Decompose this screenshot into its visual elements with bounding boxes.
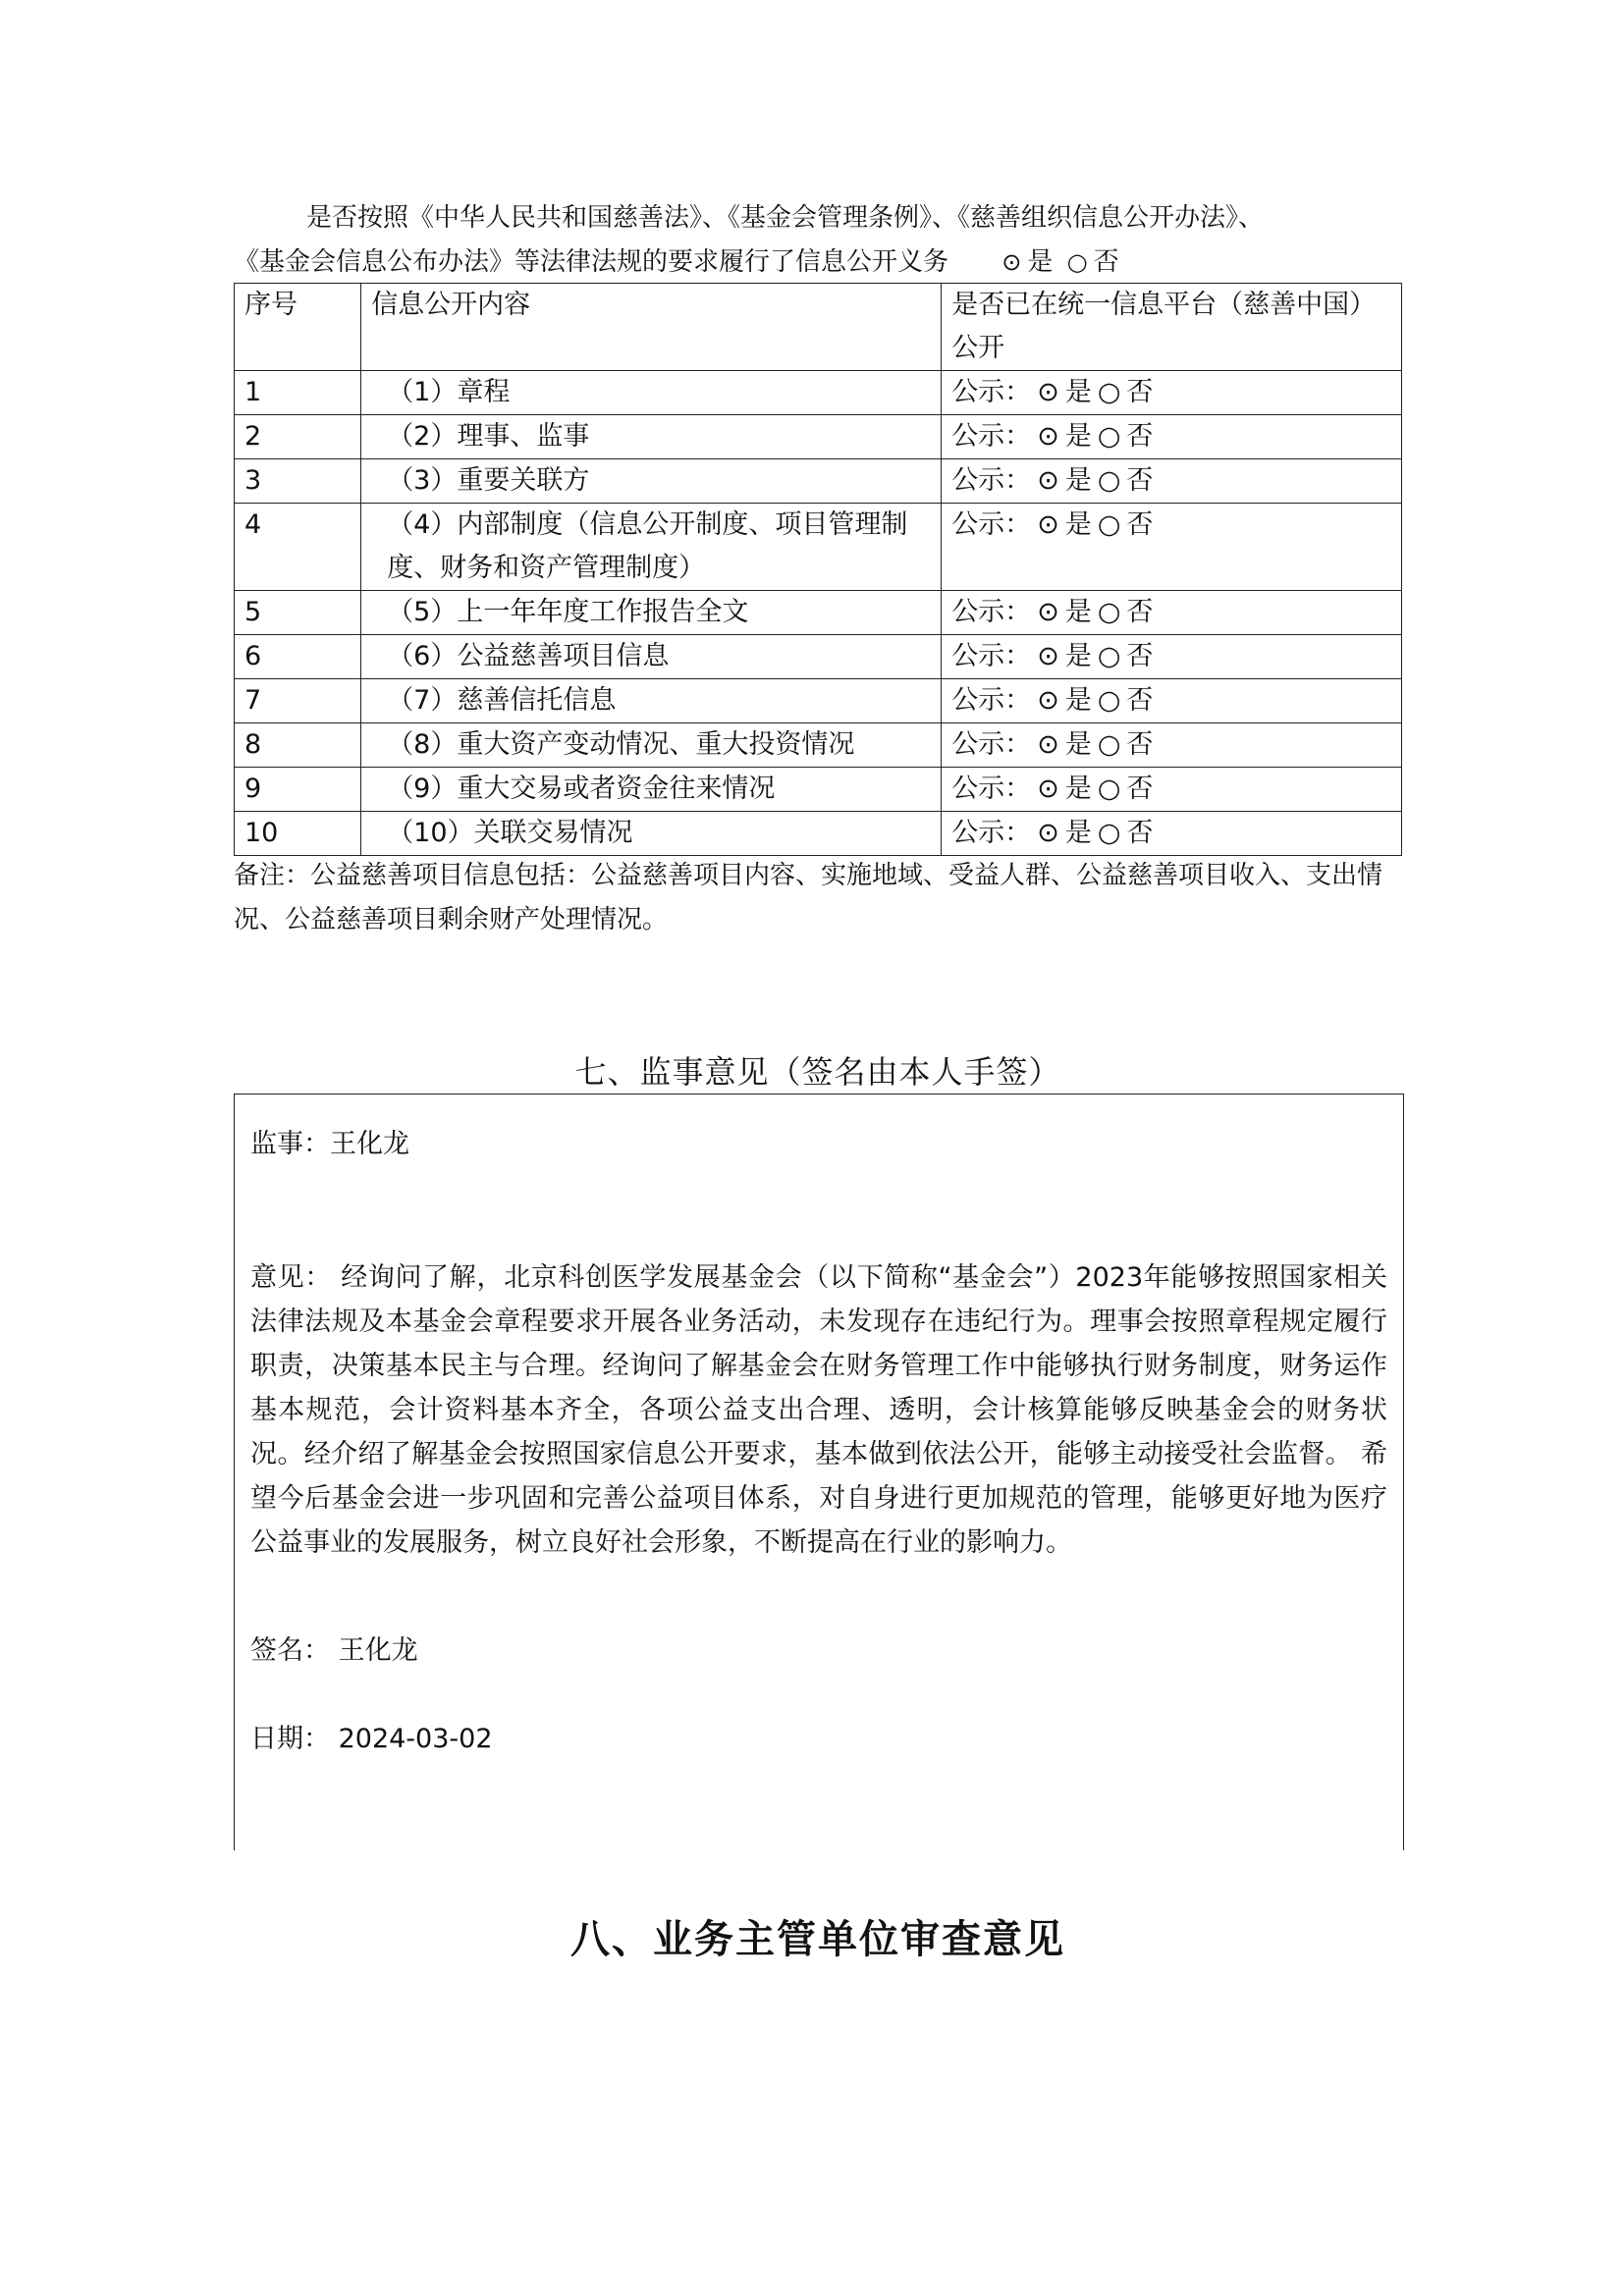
supervisor-opinion-text: 意见： 经询问了解，北京科创医学发展基金会（以下简称“基金会”）2023年能够按照国家相关法律法规及本基金会章程要求开展各业务活动，未发现存在违纪行为。理事会按照章程规定履行职责，决策基本民主与合理。经询问了解基金会在财务管理工作中能够执行财务制度，财务运作基本规范，会计资料基本齐全，各项公益支出合理、透明，会计核算能够反映基金会的财务状况。经介绍了解基金会按照国家信息公开要求，基本做到依法公开，能够主动接受社会监督。 希望今后基金会进一步巩固和完善公益项目体系，对自身进行更加规范的管理，能够更好地为医疗公益事业的发展服务，树立良好社会形象，不断提高在行业的影响力。 [250, 1262, 1387, 1558]
no-label: 否 [1126, 641, 1154, 671]
yes-label: 是 [1064, 818, 1092, 848]
publish-label: 公示： [951, 377, 1032, 407]
section-8-title: 八、业务主管单位审查意见 [570, 1917, 1065, 1962]
publish-label: 公示： [951, 465, 1032, 496]
yes-label: 是 [1064, 774, 1092, 804]
selected-radio-icon: ⊙ [1037, 818, 1059, 848]
table-row [235, 459, 1402, 504]
intro-line-2-text: 《基金会信息公布办法》等法律法规的要求履行了信息公开义务 [234, 247, 949, 277]
row-content: （10）关联交易情况 [361, 812, 942, 856]
no-label: 否 [1126, 685, 1154, 716]
yes-label: 是 [1064, 465, 1092, 496]
yes-label: 是 [1064, 641, 1092, 671]
table-header-row [235, 284, 1402, 371]
yes-label: 是 [1027, 247, 1054, 277]
table-row [235, 812, 1402, 856]
row-number: 10 [235, 812, 361, 856]
table-row [235, 371, 1402, 415]
no-label: 否 [1126, 597, 1154, 627]
row-content: （4）内部制度（信息公开制度、项目管理制度、财务和资产管理制度） [361, 504, 942, 591]
row-publish-status [942, 768, 1402, 812]
selected-radio-icon: ⊙ [1037, 465, 1059, 496]
selected-radio-icon: ⊙ [1037, 641, 1059, 671]
no-label: 否 [1126, 729, 1154, 760]
table-row [235, 768, 1402, 812]
no-label: 否 [1126, 509, 1154, 540]
row-number: 2 [235, 415, 361, 459]
row-content: （3）重要关联方 [361, 459, 942, 504]
table-body [235, 371, 1402, 856]
row-publish-status [942, 459, 1402, 504]
unselected-radio-icon: ○ [1097, 685, 1121, 716]
yes-label: 是 [1064, 685, 1092, 716]
selected-radio-icon: ⊙ [1037, 729, 1059, 760]
intro-radio-group [996, 240, 1118, 285]
no-label: 否 [1126, 818, 1154, 848]
row-publish-status [942, 723, 1402, 768]
table-row [235, 591, 1402, 635]
header-published: 是否已在统一信息平台（慈善中国）公开 [942, 284, 1402, 371]
disclosure-table [234, 283, 1402, 856]
publish-label: 公示： [951, 774, 1032, 804]
row-content: （5）上一年年度工作报告全文 [361, 591, 942, 635]
publish-label: 公示： [951, 685, 1032, 716]
unselected-radio-icon: ○ [1097, 774, 1121, 804]
row-number: 9 [235, 768, 361, 812]
intro-line-1: 是否按照《中华人民共和国慈善法》、《基金会管理条例》、《慈善组织信息公开办法》、 [306, 203, 1265, 233]
no-label: 否 [1093, 247, 1119, 277]
no-label: 否 [1126, 377, 1154, 407]
intro-line-2 [234, 240, 1402, 285]
row-publish-status [942, 812, 1402, 856]
publish-label: 公示： [951, 729, 1032, 760]
row-content: （8）重大资产变动情况、重大投资情况 [361, 723, 942, 768]
row-number: 3 [235, 459, 361, 504]
row-publish-status [942, 371, 1402, 415]
date-line: 日期： 2024-03-02 [250, 1724, 493, 1754]
unselected-radio-icon: ○ [1097, 729, 1121, 760]
table-note: 备注：公益慈善项目信息包括：公益慈善项目内容、实施地域、受益人群、公益慈善项目收入、支出情况、公益慈善项目剩余财产处理情况。 [234, 861, 1383, 934]
row-publish-status [942, 415, 1402, 459]
signature-line: 签名： 王化龙 [250, 1635, 418, 1666]
no-label: 否 [1126, 774, 1154, 804]
row-publish-status [942, 591, 1402, 635]
row-content: （2）理事、监事 [361, 415, 942, 459]
yes-label: 是 [1064, 729, 1092, 760]
publish-label: 公示： [951, 818, 1032, 848]
selected-radio-icon: ⊙ [1037, 685, 1059, 716]
yes-label: 是 [1064, 421, 1092, 452]
row-content: （7）慈善信托信息 [361, 679, 942, 723]
table-row [235, 679, 1402, 723]
supervisor-opinion-box [234, 1094, 1404, 1850]
publish-label: 公示： [951, 421, 1032, 452]
table-row [235, 504, 1402, 591]
unselected-radio-icon: ○ [1097, 509, 1121, 540]
unselected-radio-icon: ○ [1097, 377, 1121, 407]
unselected-radio-icon: ○ [1066, 248, 1088, 276]
unselected-radio-icon: ○ [1097, 465, 1121, 496]
selected-radio-icon: ⊙ [1001, 248, 1022, 276]
row-number: 6 [235, 635, 361, 679]
publish-label: 公示： [951, 509, 1032, 540]
table-row [235, 415, 1402, 459]
no-label: 否 [1126, 421, 1154, 452]
supervisor-name: 监事：王化龙 [250, 1129, 409, 1159]
selected-radio-icon: ⊙ [1037, 597, 1059, 627]
yes-label: 是 [1064, 377, 1092, 407]
section-7-title: 七、监事意见（签名由本人手签） [574, 1053, 1061, 1091]
row-number: 7 [235, 679, 361, 723]
row-publish-status [942, 679, 1402, 723]
table-row [235, 635, 1402, 679]
unselected-radio-icon: ○ [1097, 641, 1121, 671]
publish-label: 公示： [951, 597, 1032, 627]
row-number: 1 [235, 371, 361, 415]
unselected-radio-icon: ○ [1097, 421, 1121, 452]
row-content: （9）重大交易或者资金往来情况 [361, 768, 942, 812]
selected-radio-icon: ⊙ [1037, 509, 1059, 540]
unselected-radio-icon: ○ [1097, 597, 1121, 627]
row-content: （6）公益慈善项目信息 [361, 635, 942, 679]
row-content: （1）章程 [361, 371, 942, 415]
header-no: 序号 [235, 284, 361, 371]
row-publish-status [942, 635, 1402, 679]
row-number: 4 [235, 504, 361, 591]
table-row [235, 723, 1402, 768]
no-label: 否 [1126, 465, 1154, 496]
publish-label: 公示： [951, 641, 1032, 671]
row-publish-status [942, 504, 1402, 591]
unselected-radio-icon: ○ [1097, 818, 1121, 848]
row-number: 8 [235, 723, 361, 768]
yes-label: 是 [1064, 509, 1092, 540]
selected-radio-icon: ⊙ [1037, 421, 1059, 452]
yes-label: 是 [1064, 597, 1092, 627]
header-content: 信息公开内容 [361, 284, 942, 371]
selected-radio-icon: ⊙ [1037, 774, 1059, 804]
row-number: 5 [235, 591, 361, 635]
selected-radio-icon: ⊙ [1037, 377, 1059, 407]
